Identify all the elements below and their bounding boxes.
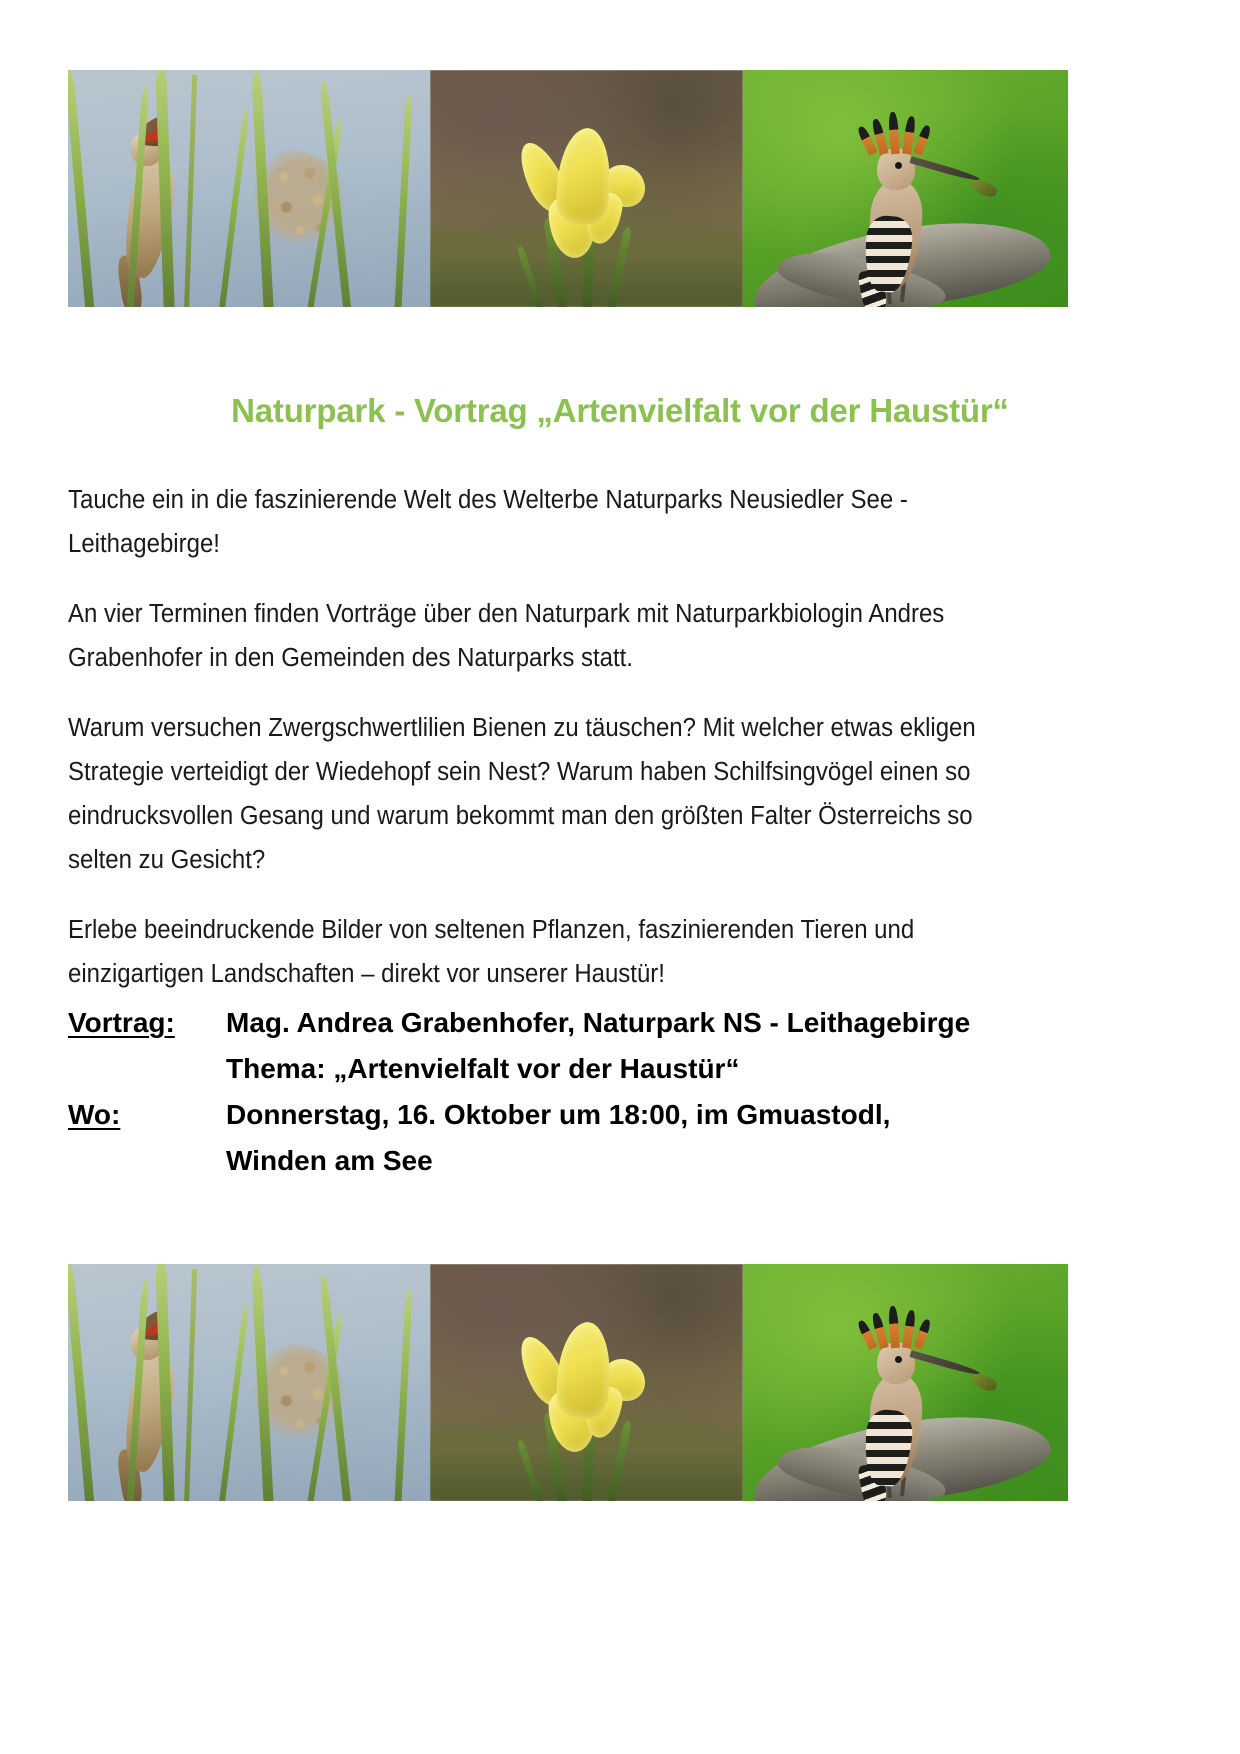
hoopoe-photo bbox=[743, 1264, 1068, 1501]
hoopoe-eye bbox=[895, 1356, 902, 1363]
page-title: Naturpark - Vortrag „Artenvielfalt vor der Haustür“ bbox=[231, 392, 1009, 430]
lecture-value: Mag. Andrea Grabenhofer, Naturpark NS - Leithagebirge bbox=[226, 1007, 971, 1038]
yellow-dwarf-iris-photo bbox=[430, 1264, 743, 1501]
lecture-topic: Thema: „Artenvielfalt vor der Haustür“ bbox=[226, 1053, 740, 1084]
event-details bbox=[68, 1000, 1048, 1184]
hoopoe-crest bbox=[869, 110, 931, 154]
where-label: Wo: bbox=[68, 1099, 121, 1130]
photo-strip-bottom bbox=[68, 1264, 1068, 1501]
where-value-line2: Winden am See bbox=[226, 1145, 433, 1176]
body-text bbox=[68, 478, 1038, 1020]
paragraph-questions: Warum versuchen Zwergschwertlilien Bienen zu täuschen? Mit welcher etwas ekligen Strategie verteidigt der Wiedehopf sein Nest? Warum haben Schilfsingvögel einen so eindrucksvollen Gesang und warum bekommt man den größten Falter Österreichs so selten zu Gesicht? bbox=[68, 714, 976, 874]
yellow-dwarf-iris-photo bbox=[430, 70, 743, 307]
detail-row-lecture bbox=[68, 1000, 1048, 1046]
hoopoe-eye bbox=[895, 162, 902, 169]
detail-row-where bbox=[68, 1092, 1048, 1138]
hoopoe-crest bbox=[869, 1304, 931, 1348]
hoopoe-photo bbox=[743, 70, 1068, 307]
where-value: Donnerstag, 16. Oktober um 18:00, im Gmuastodl, bbox=[226, 1099, 891, 1130]
lecture-label: Vortrag: bbox=[68, 1007, 175, 1038]
paragraph-dates: An vier Terminen finden Vorträge über den Naturpark mit Naturparkbiologin Andres Grabenhofer in den Gemeinden des Naturparks statt. bbox=[68, 600, 945, 672]
photo-strip-top bbox=[68, 70, 1068, 307]
paragraph-closing: Erlebe beeindruckende Bilder von seltenen Pflanzen, faszinierenden Tieren und einzigartigen Landschaften – direkt vor unserer Haustür! bbox=[68, 916, 915, 988]
reed-warbler-photo bbox=[68, 70, 430, 307]
paragraph-intro: Tauche ein in die faszinierende Welt des Welterbe Naturparks Neusiedler See - Leithagebirge! bbox=[68, 486, 908, 558]
reed-warbler-photo bbox=[68, 1264, 430, 1501]
